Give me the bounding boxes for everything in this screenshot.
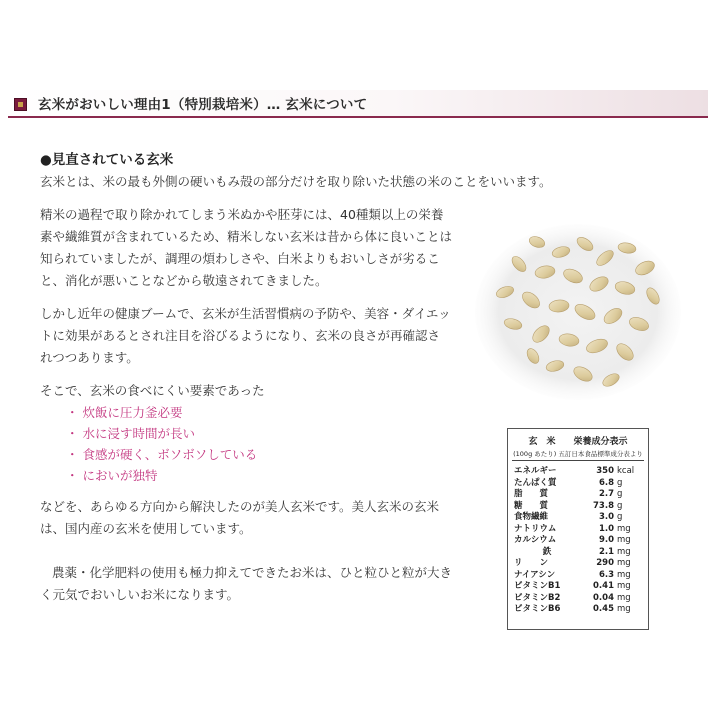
nutrient-value: 2.1 — [598, 546, 614, 557]
table-row — [514, 524, 644, 536]
header-title: 玄米がおいしい理由1（特別栽培米）… 玄米について — [38, 97, 368, 113]
nutrient-value: 0.45 — [593, 604, 614, 614]
nutrition-title: 玄 米 栄養成分表示 — [528, 437, 628, 447]
nutrient-value: 350 — [596, 466, 614, 476]
nutrient-unit: mg — [617, 604, 631, 614]
section-title: ●見直されている玄米 — [40, 152, 174, 168]
table-row — [514, 593, 644, 605]
nutrient-value: 6.3 — [598, 569, 614, 580]
nutrient-name: カルシウム — [514, 535, 557, 545]
paragraph-farming: 農薬・化学肥料の使用も極力抑えてできたお米は、ひと粒ひと粒が大きく元気でおいしいお米になります。 — [40, 565, 453, 602]
table-row — [514, 466, 644, 478]
nutrient-name: 鉄 — [542, 546, 552, 557]
nutrient-value: 73.8 — [593, 500, 614, 511]
table-row — [514, 581, 644, 593]
nutrient-name: ナイアシン — [514, 569, 556, 580]
nutrition-subtitle: (100g あたり) 五訂日本食品標準成分表より — [513, 450, 643, 458]
table-row — [514, 535, 644, 547]
nutrient-unit: g — [617, 512, 623, 522]
square-bullet-icon — [14, 98, 27, 111]
table-row — [514, 558, 644, 570]
nutrition-table — [507, 428, 649, 630]
paragraph-nutrients: 精米の過程で取り除かれてしまう米ぬかや胚芽には、40種類以上の栄養素や繊維質が含まれているため、精米しない玄米は昔から体に良いことは知られていましたが、調理の煩わしさや、白米よりもおいしさが劣ること、消化が悪いことなどから敬遠されてきました。 — [40, 207, 453, 288]
section-header — [8, 90, 708, 118]
list-item: ・ 炊飯に圧力釜必要 — [66, 405, 183, 420]
nutrient-value: 9.0 — [598, 535, 614, 545]
nutrient-unit: mg — [617, 535, 631, 545]
table-row — [514, 547, 644, 559]
paragraph-intro: 玄米とは、米の最も外側の硬いもみ殻の部分だけを取り除いた状態の米のことをいいます。 — [40, 174, 552, 189]
nutrient-name: ビタミンB2 — [514, 592, 561, 603]
table-row — [514, 570, 644, 582]
nutrient-name: リ ン — [514, 558, 549, 568]
nutrient-name: ナトリウム — [514, 523, 557, 534]
nutrient-name: たんぱく質 — [514, 477, 557, 488]
table-row — [514, 501, 644, 513]
nutrient-value: 1.0 — [598, 523, 614, 534]
nutrient-unit: mg — [617, 558, 631, 568]
brown-rice-photo — [475, 224, 681, 400]
paragraph-health-boom: しかし近年の健康ブームで、玄米が生活習慣病の予防や、美容・ダイエットに効果があるとされ注目を浴びるようになり、玄米の良さが再確認されつつあります。 — [40, 306, 451, 365]
nutrient-name: ビタミンB1 — [514, 581, 561, 591]
nutrient-value: 2.7 — [598, 489, 614, 499]
table-row — [514, 478, 644, 490]
nutrient-name: 脂 質 — [514, 489, 549, 499]
list-item: ・ 水に浸す時間が長い — [66, 426, 195, 441]
nutrient-unit: g — [617, 477, 623, 488]
table-row — [514, 512, 644, 524]
nutrient-unit: mg — [617, 592, 631, 603]
list-item: ・ においが独特 — [66, 468, 158, 483]
nutrient-name: 食物繊維 — [514, 512, 549, 522]
nutrient-value: 3.0 — [598, 512, 614, 522]
nutrient-unit: mg — [617, 546, 631, 557]
nutrient-value: 290 — [596, 558, 614, 568]
nutrient-value: 6.8 — [598, 477, 614, 488]
list-item: ・ 食感が硬く、ボソボソしている — [66, 447, 258, 462]
nutrient-unit: kcal — [617, 466, 635, 476]
divider — [512, 460, 644, 461]
nutrient-name: エネルギー — [514, 466, 557, 476]
table-row — [514, 489, 644, 501]
nutrient-unit: mg — [617, 581, 631, 591]
nutrient-value: 0.04 — [593, 592, 614, 603]
nutrient-unit: g — [617, 500, 623, 511]
table-row — [514, 604, 644, 616]
nutrient-unit: mg — [617, 569, 631, 580]
nutrition-rows — [514, 466, 644, 616]
issues-list — [40, 402, 570, 486]
nutrient-value: 0.41 — [593, 581, 614, 591]
nutrient-unit: g — [617, 489, 623, 499]
paragraph-solution: などを、あらゆる方向から解決したのが美人玄米です。美人玄米の玄米は、国内産の玄米を使用しています。 — [40, 499, 440, 536]
nutrient-unit: mg — [617, 523, 631, 534]
nutrient-name: ビタミンB6 — [514, 604, 561, 614]
paragraph-issues-lead: そこで、玄米の食べにくい要素であった — [40, 383, 265, 398]
nutrient-name: 糖 質 — [514, 500, 549, 511]
